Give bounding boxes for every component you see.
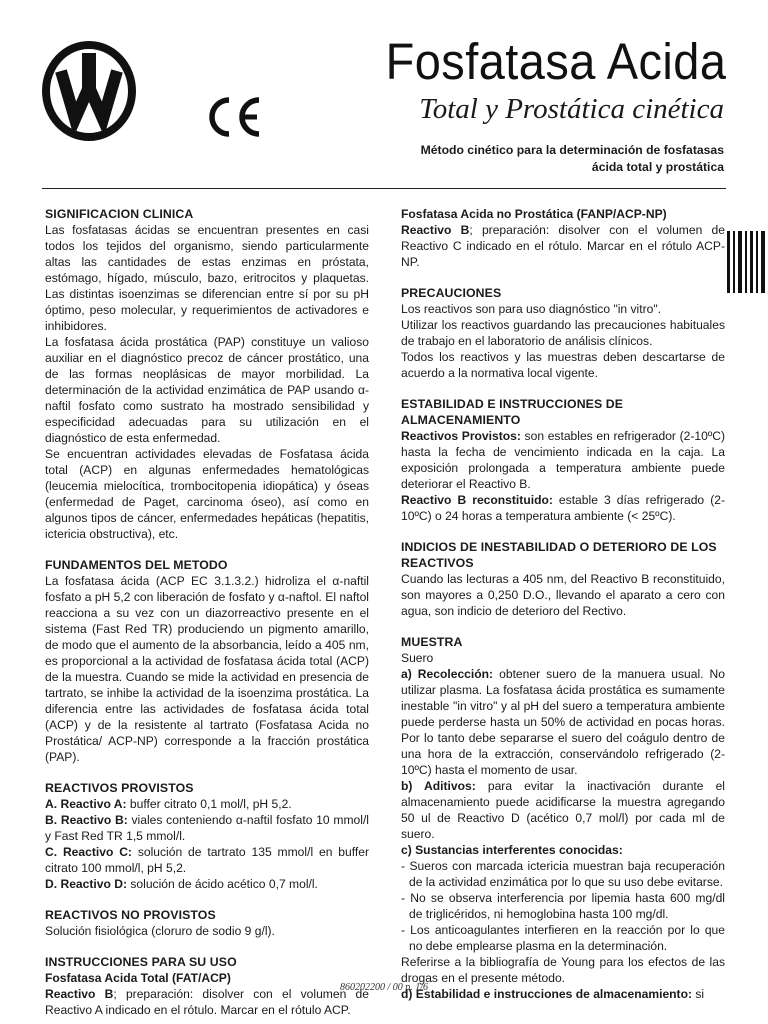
- section-heading-no-provistos: REACTIVOS NO PROVISTOS: [45, 908, 216, 922]
- sample-interferentes-label: c) Sustancias interferentes conocidas:: [401, 843, 623, 857]
- section-heading-fundamentos: FUNDAMENTOS DEL METODO: [45, 558, 228, 572]
- stability-text: son estables en refrigerador (2-10ºC) hasta la fecha de vencimiento indicada en la caja. La exposición prolongada a temperatura ambiente puede deteriorar el Reactivo B.: [401, 429, 726, 491]
- ce-mark-icon: [205, 94, 263, 140]
- section-heading-provistos: REACTIVOS PROVISTOS: [45, 781, 194, 795]
- reagent-d-label: D. Reactivo D:: [45, 877, 127, 891]
- reagent-b-label: Reactivo B: [401, 223, 470, 237]
- reagent-b: [45, 812, 369, 844]
- reagent-d-text: solución de ácido acético 0,7 mol/l.: [127, 877, 318, 891]
- reagent-b-label: B. Reactivo B:: [45, 813, 128, 827]
- method-line-1: Método cinético para la determinación de fosfatasas: [420, 143, 724, 157]
- reagent-a-label: A. Reactivo A:: [45, 797, 127, 811]
- section-heading-precauciones: PRECAUCIONES: [401, 286, 502, 300]
- reagent-d: [45, 876, 369, 892]
- paragraph: La fosfatasa ácida prostática (PAP) constituye un valioso auxiliar en el diagnóstico precoz de cáncer prostático, una de las formas neoplásicas de mayor morbilidad. La determinación de la actividad enzimática de PAP usando α-naftil fosfato como sustrato ha mostrado sensibilidad y especificidad adecuadas para su utilización en el diagnóstico de esta enfermedad.: [45, 335, 369, 445]
- section-heading-estabilidad: ESTABILIDAD E INSTRUCCIONES DE ALMACENAMIENTO: [401, 397, 624, 427]
- paragraph: Todos los reactivos y las muestras deben descartarse de acuerdo a la normativa local vigente.: [401, 350, 725, 380]
- sample-label: d) Estabilidad e instrucciones de almacenamiento:: [401, 987, 692, 1001]
- stability-reconstituido: [401, 492, 725, 524]
- sample-aditivos: [401, 778, 725, 842]
- paragraph: La fosfatasa ácida (ACP EC 3.1.3.2.) hidroliza el α-naftil fosfato a pH 5,2 con liberación de fosfato y α-naftol. El naftol reacciona a su vez con un diazorreactivo presente en el sistema (Fast Red TR) produciendo un pigmento amarillo, de modo que el aumento de la absorbancia, leído a 405 nm, es proporcional a la actividad de fosfatasa ácida total (ACP) de la muestra. Cuando se mide la actividad en presencia de tartrato, se inhibe la actividad de la isoenzima prostática. La diferencia entre las actividades de fosfatasa ácida total (ACP) y de la resistente al tartrato (Fosfatasa Acida no Prostática/ ACP-NP) corresponde a la fracción prostática (PAP).: [45, 574, 369, 764]
- instruction-text: ; preparación: disolver con el volumen de Reactivo A indicado en el rótulo. Marcar en el rótulo ACP.: [45, 987, 370, 1017]
- left-column: [45, 206, 369, 1018]
- paragraph: Referirse a la bibliografía de Young para los efectos de las drogas en el presente método.: [401, 955, 725, 985]
- reagent-a: [45, 796, 369, 812]
- paragraph: Los reactivos son para uso diagnóstico "in vitro".: [401, 302, 662, 316]
- instruction-fanp: [401, 222, 725, 270]
- product-title: Fosfatasa Acida: [385, 33, 726, 90]
- sample-label: a) Recolección:: [401, 667, 494, 681]
- section-heading-muestra: MUESTRA: [401, 635, 463, 649]
- list-item: - No se observa interferencia por lipemia hasta 600 mg/dl de triglicéridos, ni hemoglobina hasta 100 mg/dl.: [401, 891, 725, 921]
- sample-text: si: [692, 987, 705, 1001]
- sample-recoleccion: [401, 666, 725, 778]
- reagent-c-label: C. Reactivo C:: [45, 845, 132, 859]
- list-item: - Los anticoagulantes interfieren en la reacción por lo que no debe emplearse plasma en la determinación.: [401, 923, 725, 953]
- reagent-c-text: solución de tartrato 135 mmol/l en buffer citrato 100 mmol/l, pH 5,2.: [45, 845, 369, 875]
- stability-label: Reactivo B reconstituido:: [401, 493, 553, 507]
- sample-type: Suero: [401, 651, 434, 665]
- stability-label: Reactivos Provistos:: [401, 429, 521, 443]
- section-heading-indicios: INDICIOS DE INESTABILIDAD O DETERIORO DE LOS REACTIVOS: [401, 540, 717, 570]
- paragraph: Las fosfatasas ácidas se encuentran presentes en casi todos los tejidos del organismo, siendo particularmente altas las cantidades de estas enzimas en próstata, estómago, hígado, músculo, bazo, eritrocitos y plaquetas. Las distintas isoenzimas se diferencian entre sí por su pH óptimo, peso molecular, y requerimientos de activadores e inhibidores.: [45, 223, 369, 333]
- subheading-fat-acp: Fosfatasa Acida Total (FAT/ACP): [45, 971, 231, 985]
- stability-provistos: [401, 428, 725, 492]
- reagent-b-label: Reactivo B: [45, 987, 114, 1001]
- right-column: [401, 206, 725, 1002]
- sample-text: obtener suero de la manuera usual. No utilizar plasma. La fosfatasa ácida prostática es sumamente inestable "in vitro" y al pH del suero a temperatura ambiente puede perderse hasta un 50% de actividad en pocas horas. Por lo tanto debe separarse el suero del coágulo dentro de una hora de la extracción, conservándolo refrigerado (2-10ºC) hasta el momento de usar.: [401, 667, 725, 777]
- sample-label: b) Aditivos:: [401, 779, 476, 793]
- method-line-2: ácida total y prostática: [591, 160, 724, 174]
- subheading-fanp: Fosfatasa Acida no Prostática (FANP/ACP-NP): [401, 207, 667, 221]
- paragraph: Utilizar los reactivos guardando las precauciones habituales de trabajo en el laboratorio de análisis clínicos.: [401, 318, 725, 348]
- page-footer: 860202200 / 00 p. 1/6: [339, 982, 429, 993]
- instruction-text: ; preparación: disolver con el volumen de Reactivo C indicado en el rótulo. Marcar en el rótulo ACP-NP.: [401, 223, 726, 269]
- stability-text: estable 3 días refrigerado (2-10ºC) o 24 horas a temperatura ambiente (< 25ºC).: [401, 493, 725, 523]
- paragraph: Cuando las lecturas a 405 nm, del Reactivo B reconstituido, son mayores a 0,250 D.O., llevando el aparato a cero con agua, son indicio de deterioro del Rectivo.: [401, 572, 725, 618]
- header-divider: [42, 188, 726, 189]
- reagent-a-text: buffer citrato 0,1 mol/l, pH 5,2.: [126, 797, 292, 811]
- barcode-icon: [727, 231, 768, 293]
- reagent-b-text: viales conteniendo α-naftil fosfato 10 mmol/l y Fast Red TR 1,5 mmol/l.: [45, 813, 369, 843]
- reagent-c: [45, 844, 369, 876]
- product-subtitle: Total y Prostática cinética: [419, 93, 724, 125]
- paragraph: Se encuentran actividades elevadas de Fosfatasa ácida total (ACP) en algunas enfermedades hematológicas (leucemia mielocítica, trombocitopenia idiopática) y óseas (enfermedad de Paget, carcinoma óseo), así como en algunos tipos de cáncer, enfermedades hepáticas (hepatitis, ictericia obstructiva), etc.: [45, 447, 369, 541]
- sample-text: para evitar la inactivación durante el almacenamiento puede acidificarse la muestra agregando 50 ul de Reactivo D (acético 0,7 mol/l) por cada ml de suero.: [401, 779, 725, 841]
- wiener-lab-logo: [42, 41, 136, 141]
- paragraph: Solución fisiológica (cloruro de sodio 9 g/l).: [45, 924, 275, 938]
- section-heading-significacion: SIGNIFICACION CLINICA: [45, 207, 194, 221]
- method-description: [364, 142, 724, 176]
- list-item: - Sueros con marcada ictericia muestran baja recuperación de la actividad enzimática por lo que su uso debe evitarse.: [401, 859, 725, 889]
- section-heading-instrucciones: INSTRUCCIONES PARA SU USO: [45, 955, 237, 969]
